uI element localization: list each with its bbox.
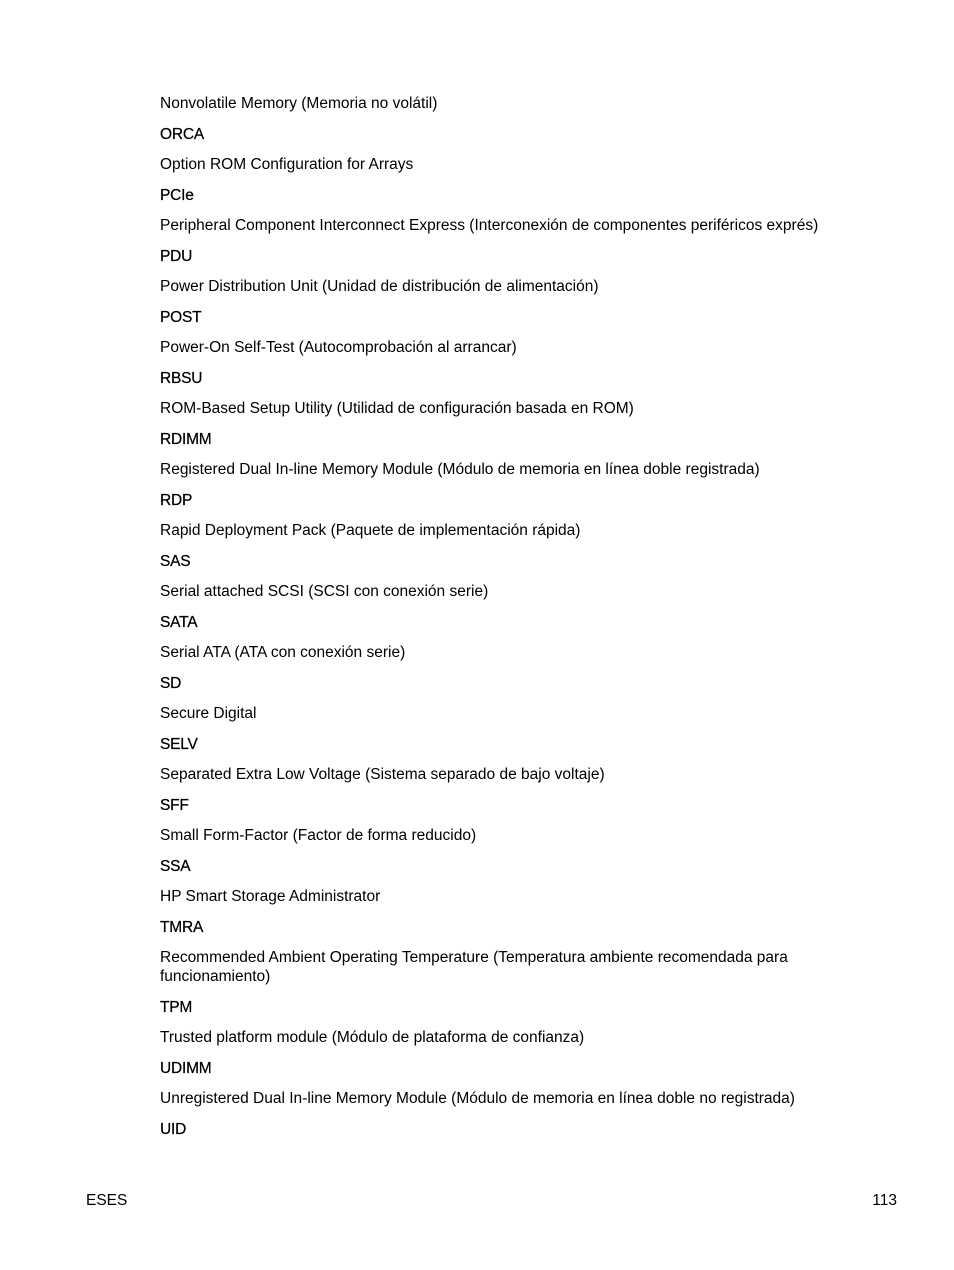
glossary-term: RDIMM: [160, 431, 212, 448]
glossary-term: UDIMM: [160, 1060, 212, 1077]
glossary-term: TPM: [160, 999, 193, 1016]
glossary-definition: Small Form-Factor (Factor de forma reducido): [160, 827, 477, 844]
glossary-definition: Option ROM Configuration for Arrays: [160, 156, 414, 173]
glossary-term: SATA: [160, 614, 198, 631]
glossary-definition: Power-On Self-Test (Autocomprobación al arrancar): [160, 339, 517, 356]
footer-language-code: ESES: [86, 1192, 128, 1209]
glossary-definition: Serial attached SCSI (SCSI con conexión serie): [160, 583, 489, 600]
glossary-definition: HP Smart Storage Administrator: [160, 888, 381, 905]
glossary-list: [160, 94, 860, 1139]
glossary-term: POST: [160, 309, 202, 326]
page-number: 113: [872, 1192, 897, 1209]
glossary-term: SELV: [160, 736, 198, 753]
glossary-definition: ROM-Based Setup Utility (Utilidad de configuración basada en ROM): [160, 400, 634, 417]
glossary-term: PDU: [160, 248, 193, 265]
glossary-term: RBSU: [160, 370, 203, 387]
glossary-definition: Peripheral Component Interconnect Express (Interconexión de componentes periféricos exprés): [160, 217, 819, 234]
glossary-definition: Secure Digital: [160, 705, 257, 722]
glossary-definition: Rapid Deployment Pack (Paquete de implementación rápida): [160, 522, 581, 539]
glossary-term: SSA: [160, 858, 191, 875]
glossary-term: SFF: [160, 797, 189, 814]
glossary-definition: Registered Dual In-line Memory Module (Módulo de memoria en línea doble registrada): [160, 461, 760, 478]
glossary-term: ORCA: [160, 126, 204, 143]
glossary-definition: Unregistered Dual In-line Memory Module (Módulo de memoria en línea doble no registrada): [160, 1090, 795, 1107]
glossary-definition: Trusted platform module (Módulo de plataforma de confianza): [160, 1029, 585, 1046]
glossary-definition: Separated Extra Low Voltage (Sistema separado de bajo voltaje): [160, 766, 605, 783]
glossary-term: RDP: [160, 492, 193, 509]
glossary-term: SAS: [160, 553, 191, 570]
glossary-term: TMRA: [160, 919, 204, 936]
glossary-term: PCIe: [160, 187, 194, 204]
glossary-definition: Nonvolatile Memory (Memoria no volátil): [160, 95, 438, 112]
glossary-definition: Recommended Ambient Operating Temperature (Temperatura ambiente recomendada para funcionamiento): [160, 949, 788, 985]
glossary-term: SD: [160, 675, 182, 692]
glossary-definition: Serial ATA (ATA con conexión serie): [160, 644, 406, 661]
glossary-definition: Power Distribution Unit (Unidad de distribución de alimentación): [160, 278, 599, 295]
glossary-term: UID: [160, 1121, 187, 1138]
